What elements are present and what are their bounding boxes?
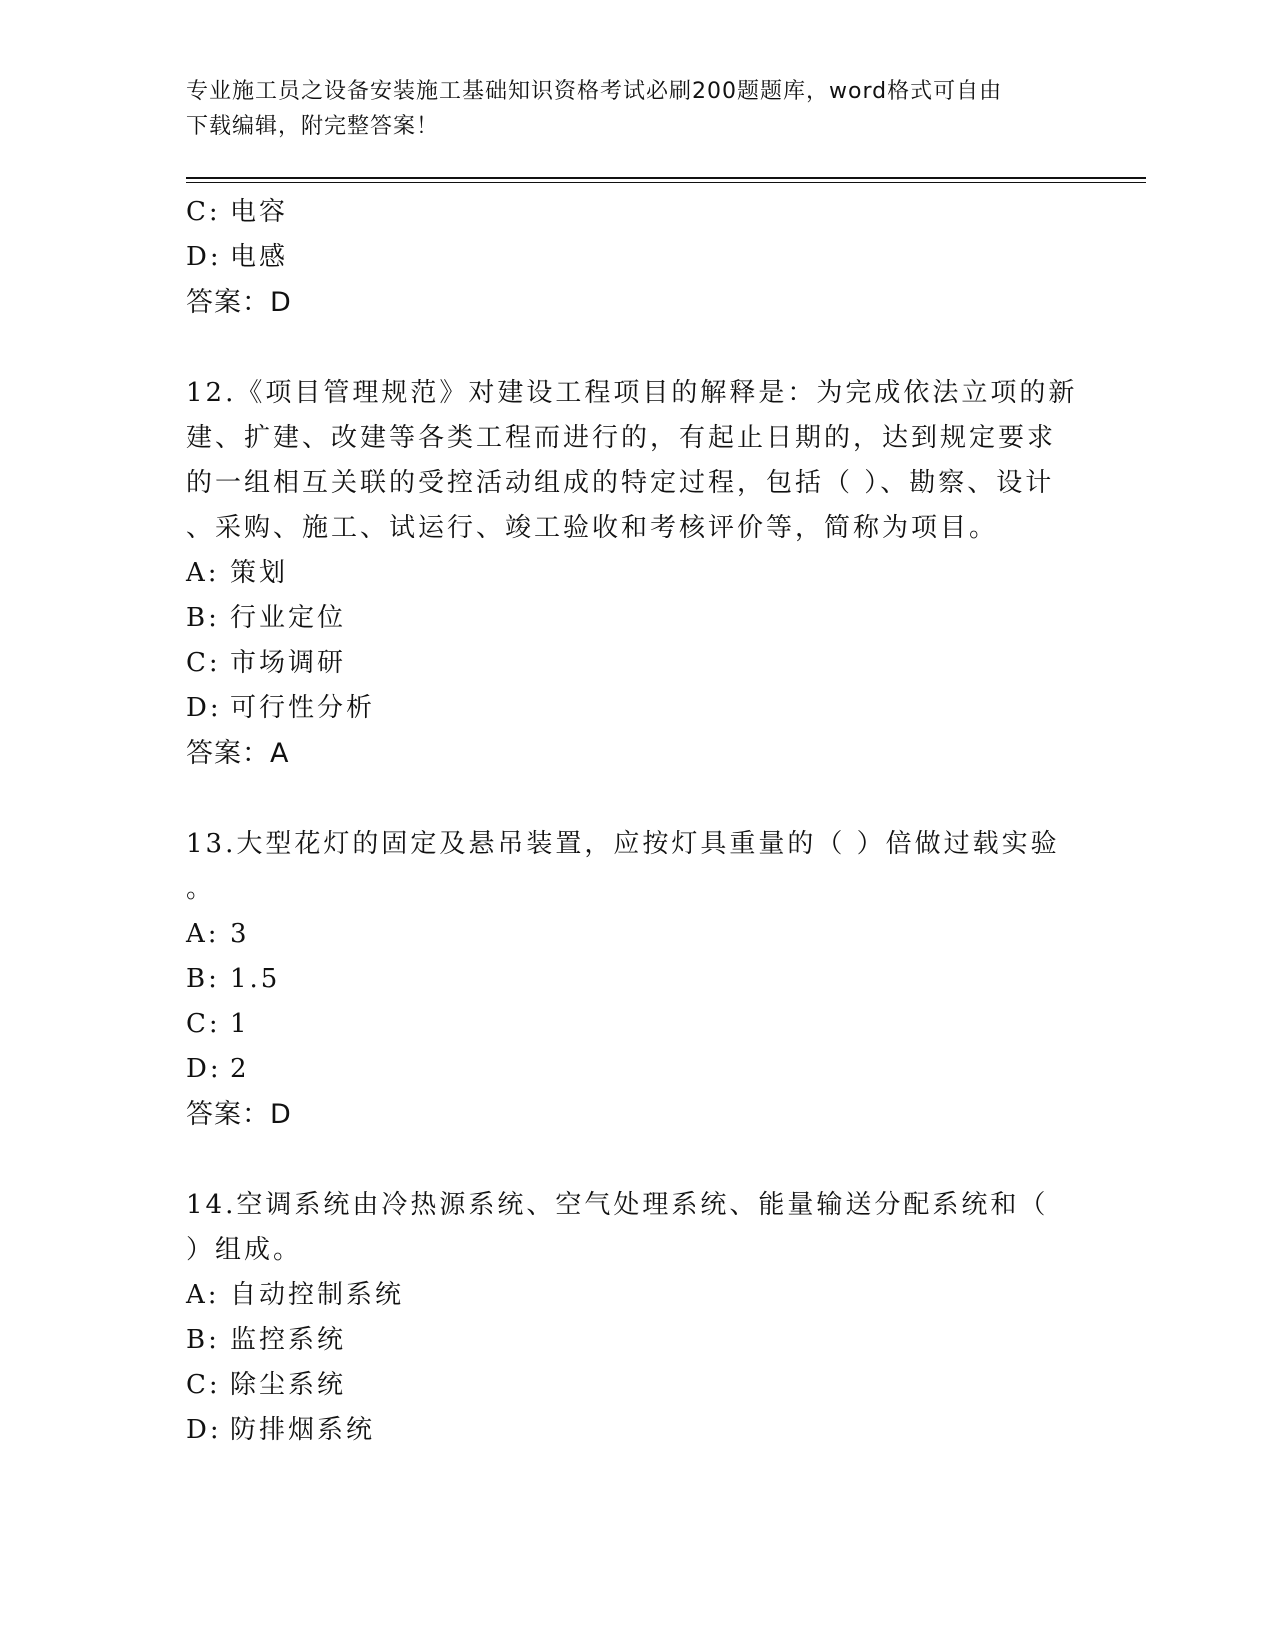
option-text: 1 <box>230 1009 250 1039</box>
option-label: C: <box>186 1009 221 1039</box>
option-label: D: <box>186 1415 222 1445</box>
option-text: 防排烟系统 <box>230 1415 376 1445</box>
option-label: A: <box>186 919 220 949</box>
option-text: 3 <box>230 919 250 949</box>
header-divider-thin <box>186 182 1146 183</box>
question-stem-line: 14.空调系统由冷热源系统、空气处理系统、能量输送分配系统和（ <box>186 1190 1049 1220</box>
option-label: B: <box>186 964 220 994</box>
option-text: 电感 <box>230 242 289 272</box>
option-text: 行业定位 <box>230 603 347 633</box>
page-header <box>186 74 1066 144</box>
option-c <box>186 641 1086 686</box>
option-d <box>186 686 1086 731</box>
option-text: 电容 <box>230 197 289 227</box>
option-b <box>186 1318 1086 1363</box>
header-divider-thick <box>186 177 1146 179</box>
option-text: 2 <box>230 1054 250 1084</box>
option-label: B: <box>186 1325 220 1355</box>
option-a <box>186 551 1086 596</box>
option-d <box>186 1408 1086 1453</box>
question-12 <box>186 371 1086 776</box>
option-label: C: <box>186 648 221 678</box>
option-c <box>186 190 1086 235</box>
answer: 答案：D <box>186 1099 292 1130</box>
option-text: 除尘系统 <box>230 1370 347 1400</box>
option-text: 1.5 <box>230 964 281 994</box>
option-label: C: <box>186 1370 221 1400</box>
question-stem-line: ）组成。 <box>186 1235 303 1265</box>
option-b <box>186 957 1086 1002</box>
option-text: 市场调研 <box>230 648 347 678</box>
option-label: D: <box>186 693 222 723</box>
option-d <box>186 235 1086 280</box>
header-line-1: 专业施工员之设备安装施工基础知识资格考试必刷200题题库，word格式可自由 <box>186 79 1003 104</box>
question-stem-line: 、采购、施工、试运行、竣工验收和考核评价等，简称为项目。 <box>186 513 999 543</box>
question-stem-line: 的一组相互关联的受控活动组成的特定过程，包括（ ）、勘察、设计 <box>186 468 1055 498</box>
option-c <box>186 1363 1086 1408</box>
option-b <box>186 596 1086 641</box>
answer: 答案：A <box>186 738 290 769</box>
question-stem-line: 。 <box>186 874 216 904</box>
question-13 <box>186 822 1086 1137</box>
option-a <box>186 1273 1086 1318</box>
option-label: A: <box>186 558 220 588</box>
option-label: A: <box>186 1280 220 1310</box>
option-c <box>186 1002 1086 1047</box>
prev-question <box>186 190 1086 325</box>
option-label: C: <box>186 197 221 227</box>
question-14 <box>186 1183 1086 1453</box>
option-label: B: <box>186 603 220 633</box>
option-text: 监控系统 <box>230 1325 347 1355</box>
document-body <box>186 190 1086 1453</box>
option-text: 可行性分析 <box>230 693 376 723</box>
option-d <box>186 1047 1086 1092</box>
option-text: 自动控制系统 <box>230 1280 405 1310</box>
question-stem-line: 12.《项目管理规范》对建设工程项目的解释是：为完成依法立项的新 <box>186 378 1078 408</box>
answer: 答案：D <box>186 287 292 318</box>
option-label: D: <box>186 1054 222 1084</box>
header-line-2: 下载编辑，附完整答案！ <box>186 114 440 139</box>
option-a <box>186 912 1086 957</box>
option-label: D: <box>186 242 222 272</box>
question-stem-line: 13.大型花灯的固定及悬吊装置，应按灯具重量的（ ）倍做过载实验 <box>186 829 1060 859</box>
option-text: 策划 <box>230 558 289 588</box>
question-stem-line: 建、扩建、改建等各类工程而进行的，有起止日期的，达到规定要求 <box>186 423 1057 453</box>
